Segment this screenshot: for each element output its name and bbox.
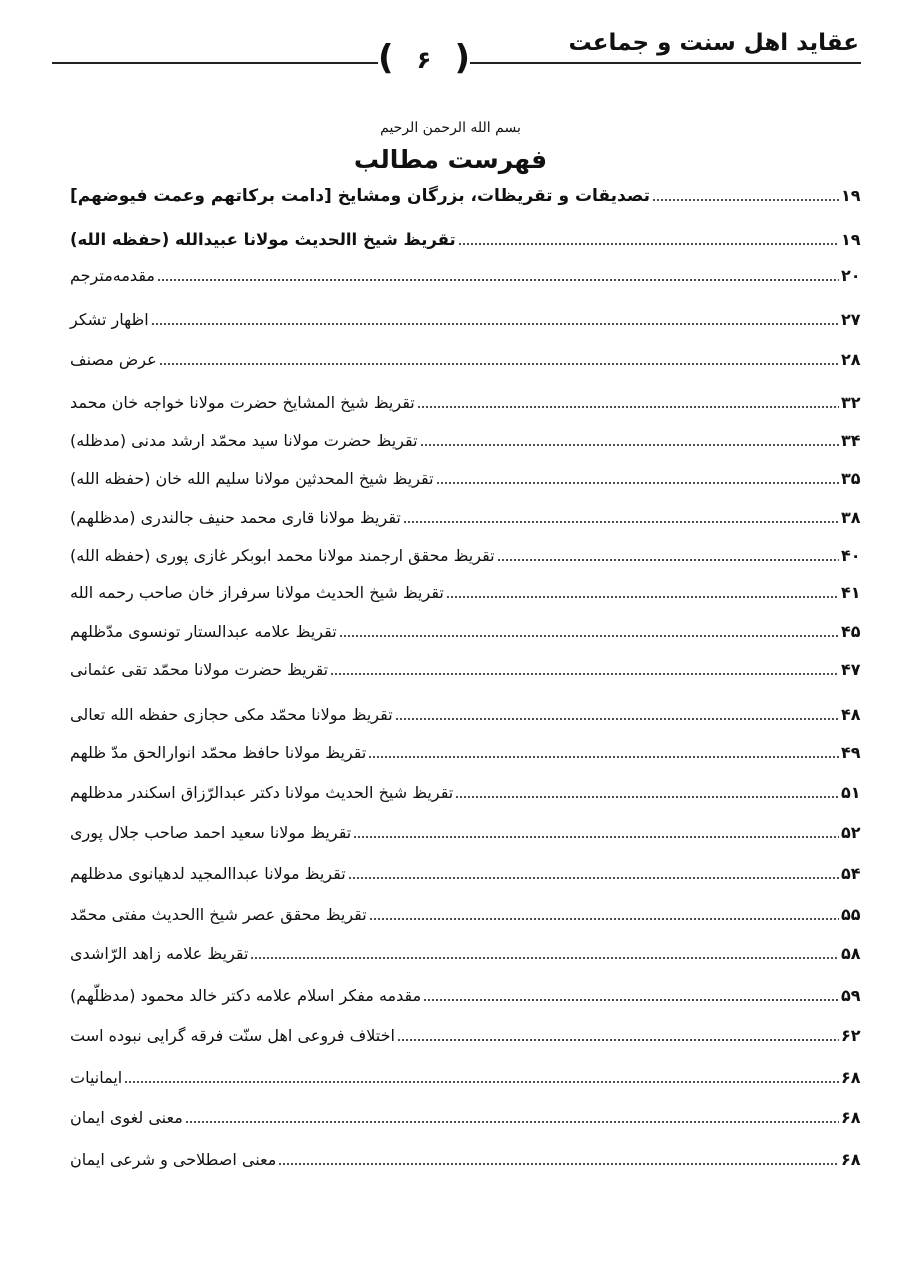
toc-entry-label: معنی اصطلاحی و شرعی ایمان [70, 1150, 277, 1169]
toc-row [66, 775, 869, 805]
toc-entry-page: ۳۵ [841, 469, 861, 488]
toc-entry-page: ۵۴ [841, 864, 861, 883]
toc-entry-label: تقریظ علامه زاهد الرّاشدی [70, 944, 249, 963]
toc-entry-label: تقریظ شیخ الحدیث مولانا دکتر عبدالرّزاق اسکندر مدظلهم [70, 783, 454, 802]
toc-entry-label: تقریظ مولانا عبداالمجید لدهیانوی مدظلهم [70, 864, 346, 883]
dot-leader [436, 481, 839, 485]
toc-entry-label: تقریظ محقق عصر شیخ االحدیث مفتی محمّد [70, 905, 367, 924]
dot-leader [369, 917, 839, 921]
brace-right: ) [454, 38, 470, 78]
toc-entry-label: مقدمه‌مترجم [70, 266, 155, 285]
dot-leader [458, 242, 839, 246]
dot-leader [330, 672, 839, 676]
toc-entry-page: ۱۹ [841, 186, 861, 205]
toc-row [66, 461, 869, 491]
dot-leader [278, 1162, 839, 1166]
toc-entry-page: ۴۰ [841, 546, 861, 565]
toc-row [66, 697, 869, 727]
toc-row [66, 1018, 869, 1048]
toc-entry-label: اظهار تشکر [70, 310, 149, 329]
toc-entry-label: اختلاف فروعی اهل سنّت فرقه گرایی نبوده است [70, 1026, 395, 1045]
toc-row [66, 258, 869, 288]
toc-title: فهرست مطالب [353, 145, 548, 174]
toc-entry-page: ۴۵ [841, 622, 861, 641]
toc-row [66, 575, 869, 605]
toc-row [66, 897, 869, 927]
dot-leader [250, 956, 839, 960]
toc-row [66, 1060, 869, 1090]
toc-entry-label: مقدمه مفکر اسلام علامه دکتر خالد محمود (مدظلّهم) [70, 986, 422, 1005]
toc-row [66, 936, 869, 966]
dot-leader [420, 443, 839, 447]
toc-row [66, 423, 869, 453]
toc-row [66, 222, 869, 252]
page-number: ۶ [416, 46, 432, 74]
dot-leader [339, 634, 839, 638]
brace-left: ( [378, 38, 394, 78]
toc-entry-page: ۶۸ [841, 1150, 861, 1169]
toc-row [66, 978, 869, 1008]
toc-row [66, 735, 869, 765]
toc-entry-page: ۶۸ [841, 1068, 861, 1087]
toc-row [66, 538, 869, 568]
toc-row [66, 614, 869, 644]
toc-entry-label: تقریظ مولانا سعید احمد صاحب جلال پوری [70, 823, 352, 842]
toc-entry-page: ۲۷ [841, 310, 861, 329]
running-header-title: عقاید اهل سنت و جماعت [568, 30, 859, 56]
toc-entry-page: ۵۵ [841, 905, 861, 924]
toc-entry-page: ۳۲ [841, 393, 861, 412]
toc-entry-label: تقریظ مولانا حافظ محمّد انوارالحق مدّ ظلهم [70, 743, 367, 762]
bismillah: بسم الله الرحمن الرحیم [380, 120, 521, 136]
toc-entry-label: تقریظ مولانا قاری محمد حنیف جالندری (مدظلهم) [70, 508, 401, 527]
dot-leader [353, 835, 839, 839]
dot-leader [124, 1080, 839, 1084]
dot-leader [185, 1120, 839, 1124]
toc-entry-page: ۵۸ [841, 944, 861, 963]
toc-row [66, 1100, 869, 1130]
toc-entry-page: ۴۱ [841, 583, 861, 602]
dot-leader [417, 405, 839, 409]
toc-entry-page: ۵۹ [841, 986, 861, 1005]
dot-leader [368, 755, 839, 759]
dot-leader [652, 198, 839, 202]
page-number-box [378, 38, 470, 78]
toc-entry-label: تقریظ شیخ المحدثین مولانا سلیم الله خان (حفظه الله) [70, 469, 434, 488]
toc-entry-page: ۵۲ [841, 823, 861, 842]
toc-row [66, 856, 869, 886]
toc-entry-label: تقریظ مولانا محمّد مکی حجازی حفظه الله تعالی [70, 705, 393, 724]
toc-entry-page: ۳۸ [841, 508, 861, 527]
toc-entry-label: معنی لغوی ایمان [70, 1108, 183, 1127]
toc-entry-page: ۴۹ [841, 743, 861, 762]
toc-entry-label: تقریظ شیخ االحدیث مولانا عبیدالله (حفظه الله) [70, 230, 456, 249]
toc-entry-page: ۴۷ [841, 660, 861, 679]
toc-row [66, 342, 869, 372]
toc-entry-label: تقریظ شیخ الحدیث مولانا سرفراز خان صاحب رحمه الله [70, 583, 444, 602]
dot-leader [348, 876, 839, 880]
toc-row [66, 815, 869, 845]
dot-leader [397, 1038, 839, 1042]
toc-entry-page: ۲۸ [841, 350, 861, 369]
dot-leader [497, 558, 839, 562]
toc-entry-page: ۴۸ [841, 705, 861, 724]
toc-row [66, 385, 869, 415]
dot-leader [446, 595, 839, 599]
toc-entry-page: ۶۲ [841, 1026, 861, 1045]
toc-entry-page: ۵۱ [841, 783, 861, 802]
toc-entry-label: تقریظ حضرت مولانا محمّد تقی عثمانی [70, 660, 329, 679]
toc-entry-label: تقریظ علامه عبدالستار تونسوی مدّظلهم [70, 622, 337, 641]
toc-entry-label: تقریظ محقق ارجمند مولانا محمد ابوبکر غازی پوری (حفظه الله) [70, 546, 495, 565]
toc-entry-page: ۲۰ [841, 266, 861, 285]
dot-leader [159, 362, 839, 366]
toc-entry-label: تقریظ شیخ المشایخ حضرت مولانا خواجه خان محمد [70, 393, 415, 412]
toc-entry-label: تقریظ حضرت مولانا سید محمّد ارشد مدنی (مدظله) [70, 431, 418, 450]
toc-row [66, 302, 869, 332]
toc-entry-label: تصدیقات و تقریظات، بزرگان ومشایخ [دامت برکاتهم وعمت فیوضهم] [70, 186, 651, 206]
dot-leader [403, 520, 839, 524]
dot-leader [423, 998, 839, 1002]
toc-entry-label: عرض مصنف [70, 350, 157, 369]
toc-row [66, 1142, 869, 1172]
dot-leader [455, 795, 839, 799]
toc-entry-page: ۳۴ [841, 431, 861, 450]
dot-leader [157, 278, 839, 282]
toc-row [66, 652, 869, 682]
toc-row [66, 178, 869, 208]
dot-leader [395, 717, 839, 721]
toc-entry-label: ایمانیات [70, 1068, 123, 1087]
toc-entry-page: ۶۸ [841, 1108, 861, 1127]
dot-leader [151, 322, 839, 326]
toc-row [66, 500, 869, 530]
toc-entry-page: ۱۹ [841, 230, 861, 249]
